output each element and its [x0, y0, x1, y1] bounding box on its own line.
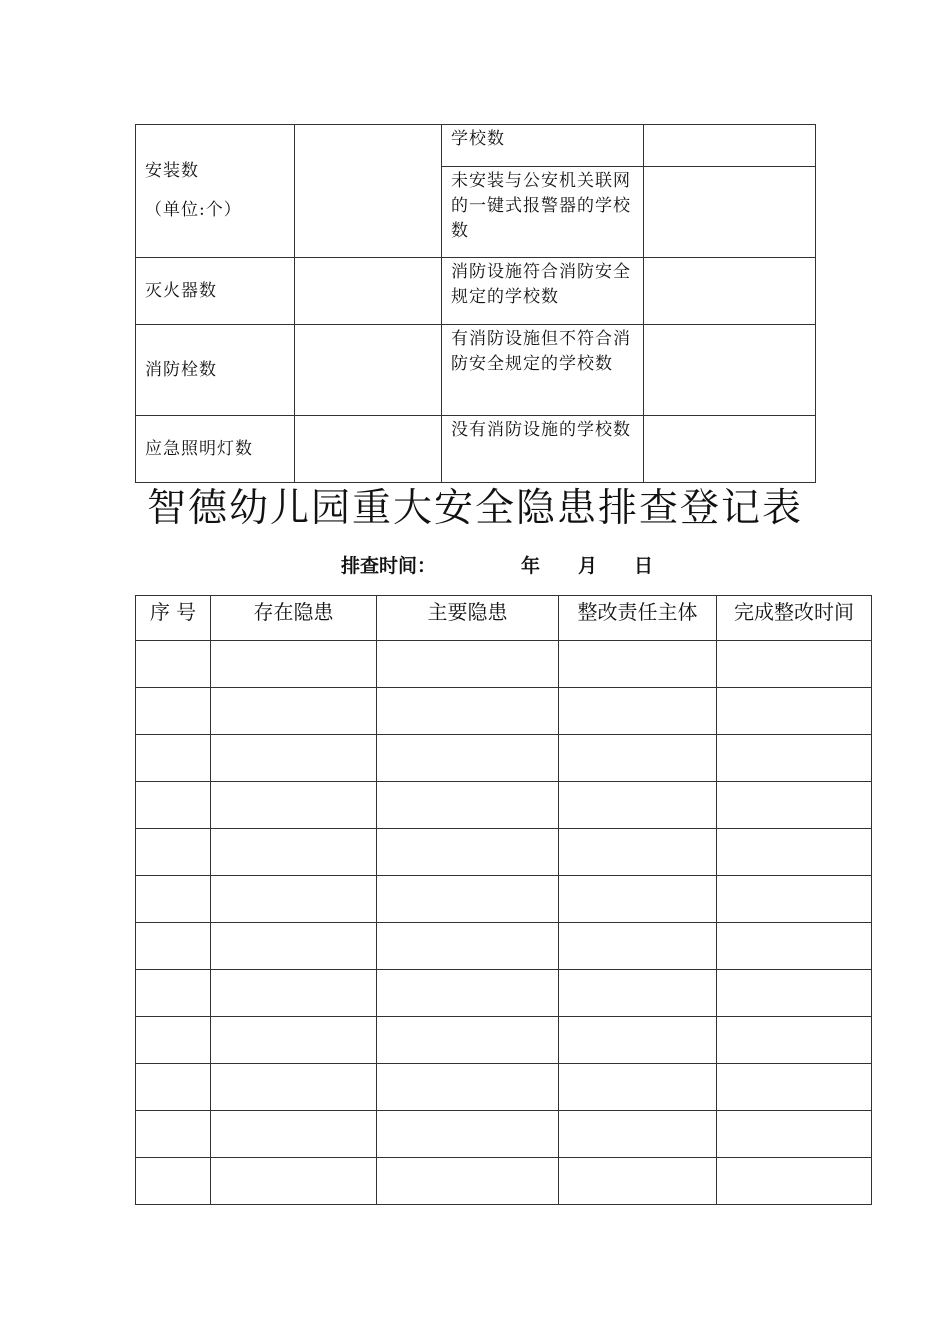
header-completion-time: 完成整改时间: [717, 596, 872, 641]
cell-responsible-party[interactable]: [559, 829, 717, 876]
table-row: [136, 688, 872, 735]
cell-responsible-party[interactable]: [559, 876, 717, 923]
date-year: 年: [521, 555, 541, 577]
cell-completion-time[interactable]: [717, 1064, 872, 1111]
hydrant-label: 消防栓数: [136, 325, 295, 416]
cell-serial[interactable]: [136, 1158, 211, 1205]
cell-serial[interactable]: [136, 1111, 211, 1158]
cell-completion-time[interactable]: [717, 1017, 872, 1064]
cell-serial[interactable]: [136, 876, 211, 923]
cell-main-hazard[interactable]: [377, 876, 559, 923]
cell-main-hazard[interactable]: [377, 923, 559, 970]
cell-main-hazard[interactable]: [377, 829, 559, 876]
school-count-label: 学校数: [442, 125, 644, 167]
cell-responsible-party[interactable]: [559, 735, 717, 782]
school-count-value[interactable]: [644, 125, 816, 167]
cell-serial[interactable]: [136, 1064, 211, 1111]
fire-ok-label: 消防设施符合消防安全规定的学校数: [442, 258, 644, 325]
cell-main-hazard[interactable]: [377, 1158, 559, 1205]
cell-existing-hazard[interactable]: [211, 1017, 377, 1064]
cell-completion-time[interactable]: [717, 876, 872, 923]
table-row: [136, 1111, 872, 1158]
cell-completion-time[interactable]: [717, 735, 872, 782]
table-row: [136, 970, 872, 1017]
table-row: [136, 641, 872, 688]
cell-responsible-party[interactable]: [559, 688, 717, 735]
cell-responsible-party[interactable]: [559, 1158, 717, 1205]
install-count-value[interactable]: [295, 125, 442, 258]
emergency-light-value[interactable]: [295, 416, 442, 483]
header-main-hazard: 主要隐患: [377, 596, 559, 641]
cell-existing-hazard[interactable]: [211, 641, 377, 688]
cell-main-hazard[interactable]: [377, 688, 559, 735]
cell-responsible-party[interactable]: [559, 970, 717, 1017]
cell-serial[interactable]: [136, 782, 211, 829]
header-responsible-party: 整改责任主体: [559, 596, 717, 641]
header-existing-hazard: 存在隐患: [211, 596, 377, 641]
cell-main-hazard[interactable]: [377, 970, 559, 1017]
cell-responsible-party[interactable]: [559, 1064, 717, 1111]
cell-completion-time[interactable]: [717, 1158, 872, 1205]
fire-ok-value[interactable]: [644, 258, 816, 325]
cell-completion-time[interactable]: [717, 688, 872, 735]
date-day: 日: [634, 555, 654, 577]
cell-completion-time[interactable]: [717, 970, 872, 1017]
cell-existing-hazard[interactable]: [211, 782, 377, 829]
install-unit-text: （单位:个）: [145, 200, 242, 220]
cell-existing-hazard[interactable]: [211, 735, 377, 782]
inspection-date-line: [341, 552, 653, 580]
table-row: [136, 1017, 872, 1064]
cell-existing-hazard[interactable]: [211, 1158, 377, 1205]
cell-serial[interactable]: [136, 970, 211, 1017]
hydrant-value[interactable]: [295, 325, 442, 416]
emergency-light-label: 应急照明灯数: [136, 416, 295, 483]
cell-serial[interactable]: [136, 641, 211, 688]
header-row: [136, 596, 872, 641]
cell-existing-hazard[interactable]: [211, 1064, 377, 1111]
date-month: 月: [578, 555, 598, 577]
cell-completion-time[interactable]: [717, 641, 872, 688]
extinguisher-value[interactable]: [295, 258, 442, 325]
table-row: [136, 923, 872, 970]
document-title: 智德幼儿园重大安全隐患排查登记表: [146, 486, 803, 531]
cell-existing-hazard[interactable]: [211, 1111, 377, 1158]
cell-main-hazard[interactable]: [377, 735, 559, 782]
cell-main-hazard[interactable]: [377, 1111, 559, 1158]
cell-completion-time[interactable]: [717, 1111, 872, 1158]
table-row: [136, 829, 872, 876]
no-alarm-label: 未安装与公安机关联网的一键式报警器的学校数: [442, 167, 644, 258]
cell-serial[interactable]: [136, 1017, 211, 1064]
header-serial: 序 号: [136, 596, 211, 641]
cell-existing-hazard[interactable]: [211, 970, 377, 1017]
cell-responsible-party[interactable]: [559, 923, 717, 970]
cell-main-hazard[interactable]: [377, 1017, 559, 1064]
cell-serial[interactable]: [136, 923, 211, 970]
cell-responsible-party[interactable]: [559, 1111, 717, 1158]
cell-main-hazard[interactable]: [377, 1064, 559, 1111]
no-alarm-value[interactable]: [644, 167, 816, 258]
cell-main-hazard[interactable]: [377, 641, 559, 688]
cell-responsible-party[interactable]: [559, 641, 717, 688]
cell-responsible-party[interactable]: [559, 1017, 717, 1064]
cell-completion-time[interactable]: [717, 829, 872, 876]
cell-existing-hazard[interactable]: [211, 829, 377, 876]
table-row: [136, 1158, 872, 1205]
cell-responsible-party[interactable]: [559, 782, 717, 829]
cell-existing-hazard[interactable]: [211, 688, 377, 735]
cell-serial[interactable]: [136, 829, 211, 876]
install-label-text: 安装数: [145, 161, 199, 181]
cell-completion-time[interactable]: [717, 782, 872, 829]
cell-serial[interactable]: [136, 688, 211, 735]
statistics-table: [135, 124, 816, 483]
fire-not-ok-value[interactable]: [644, 325, 816, 416]
cell-existing-hazard[interactable]: [211, 876, 377, 923]
cell-serial[interactable]: [136, 735, 211, 782]
cell-completion-time[interactable]: [717, 923, 872, 970]
install-count-label: [136, 125, 295, 258]
no-fire-label: 没有消防设施的学校数: [442, 416, 644, 483]
fire-not-ok-label: 有消防设施但不符合消防安全规定的学校数: [442, 325, 644, 416]
no-fire-value[interactable]: [644, 416, 816, 483]
table-row: [136, 876, 872, 923]
table-row: [136, 782, 872, 829]
hazard-register-table: [135, 595, 872, 1205]
cell-main-hazard[interactable]: [377, 782, 559, 829]
table-row: [136, 1064, 872, 1111]
table-row: [136, 735, 872, 782]
extinguisher-label: 灭火器数: [136, 258, 295, 325]
inspection-date-label: 排查时间：: [341, 555, 437, 577]
cell-existing-hazard[interactable]: [211, 923, 377, 970]
